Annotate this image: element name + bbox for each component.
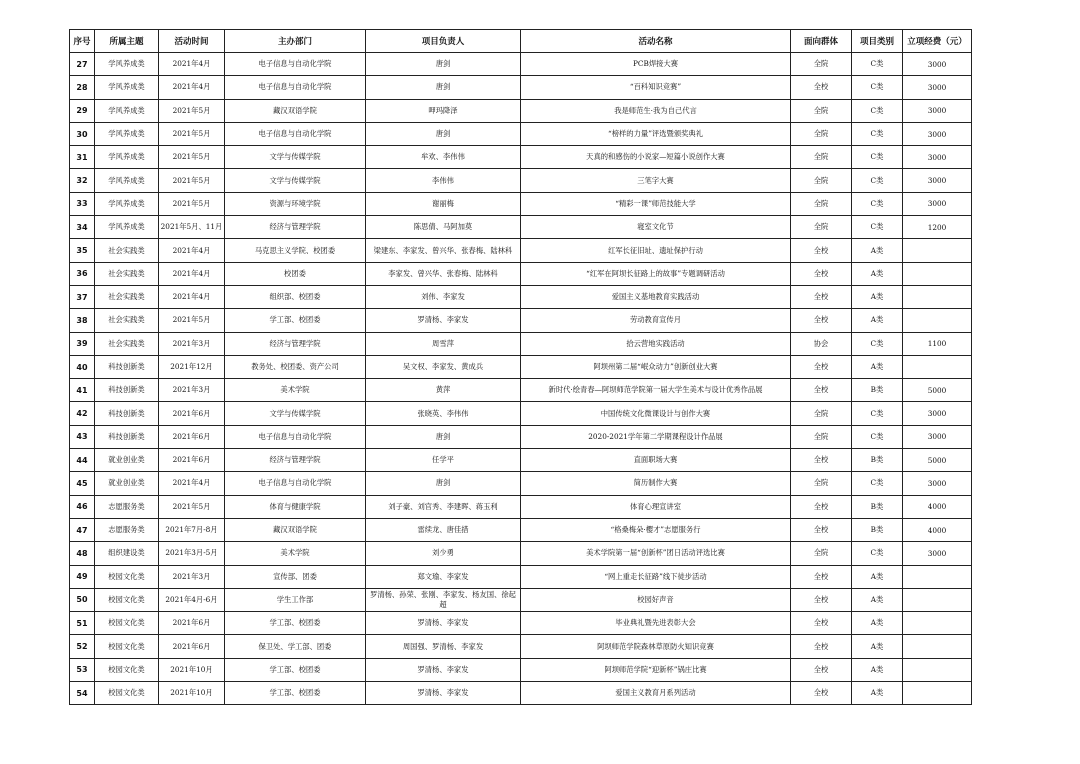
- table-row: [70, 635, 972, 658]
- budget-cell: 4000: [903, 518, 972, 541]
- department-cell: 藏汉双语学院: [225, 518, 366, 541]
- audience-cell: 协会: [791, 332, 852, 355]
- table-row: [70, 332, 972, 355]
- header-cell-budget: 立项经费（元）: [903, 30, 972, 53]
- leader-cell: 刘伟、李家发: [366, 285, 521, 308]
- budget-cell: 4000: [903, 495, 972, 518]
- department-cell: 学工部、校团委: [225, 309, 366, 332]
- activity-cell: 毕业典礼暨先进表彰大会: [521, 612, 791, 635]
- index-cell: 37: [70, 285, 95, 308]
- theme-cell: 校园文化类: [95, 682, 159, 705]
- time-cell: 2021年4月: [159, 472, 225, 495]
- activity-cell: 红军长征旧址、遗址保护行动: [521, 239, 791, 262]
- budget-cell: 3000: [903, 192, 972, 215]
- theme-cell: 学风养成类: [95, 146, 159, 169]
- table-row: [70, 495, 972, 518]
- time-cell: 2021年5月: [159, 192, 225, 215]
- department-cell: 资源与环境学院: [225, 192, 366, 215]
- leader-cell: 李伟伟: [366, 169, 521, 192]
- budget-cell: 1100: [903, 332, 972, 355]
- index-cell: 27: [70, 53, 95, 76]
- department-cell: 马克思主义学院、校团委: [225, 239, 366, 262]
- category-cell: A类: [852, 262, 903, 285]
- index-cell: 50: [70, 588, 95, 611]
- time-cell: 2021年4月: [159, 262, 225, 285]
- audience-cell: 全院: [791, 542, 852, 565]
- theme-cell: 科技创新类: [95, 379, 159, 402]
- header-cell-category: 项目类别: [852, 30, 903, 53]
- table-row: [70, 53, 972, 76]
- budget-cell: 3000: [903, 76, 972, 99]
- time-cell: 2021年3月: [159, 332, 225, 355]
- leader-cell: 任学平: [366, 449, 521, 472]
- theme-cell: 校园文化类: [95, 588, 159, 611]
- theme-cell: 科技创新类: [95, 402, 159, 425]
- index-cell: 54: [70, 682, 95, 705]
- leader-cell: 谢丽梅: [366, 192, 521, 215]
- activity-cell: 中国传统文化微课设计与创作大赛: [521, 402, 791, 425]
- index-cell: 53: [70, 658, 95, 681]
- time-cell: 2021年5月: [159, 495, 225, 518]
- index-cell: 32: [70, 169, 95, 192]
- table-row: [70, 192, 972, 215]
- category-cell: C类: [852, 402, 903, 425]
- audience-cell: 全院: [791, 216, 852, 239]
- table-row: [70, 379, 972, 402]
- audience-cell: 全校: [791, 518, 852, 541]
- theme-cell: 学风养成类: [95, 169, 159, 192]
- activity-cell: 我是师范生·我为自己代言: [521, 99, 791, 122]
- budget-cell: 5000: [903, 449, 972, 472]
- category-cell: C类: [852, 192, 903, 215]
- index-cell: 52: [70, 635, 95, 658]
- category-cell: C类: [852, 122, 903, 145]
- category-cell: B类: [852, 379, 903, 402]
- theme-cell: 学风养成类: [95, 53, 159, 76]
- category-cell: A类: [852, 285, 903, 308]
- index-cell: 35: [70, 239, 95, 262]
- index-cell: 51: [70, 612, 95, 635]
- activity-cell: “格桑梅朵·樱才”志愿服务行: [521, 518, 791, 541]
- department-cell: 保卫处、学工部、团委: [225, 635, 366, 658]
- header-cell-activity: 活动名称: [521, 30, 791, 53]
- activity-cell: 美术学院第一届“创新杯”团日活动评选比赛: [521, 542, 791, 565]
- budget-cell: [903, 635, 972, 658]
- leader-cell: 李家发、曾兴华、张春梅、陆林科: [366, 262, 521, 285]
- leader-cell: 罗清杨、李家发: [366, 612, 521, 635]
- category-cell: C类: [852, 76, 903, 99]
- activity-cell: 阿坝师范学院“迎新杯”锅庄比赛: [521, 658, 791, 681]
- activity-cell: 爱国主义基地教育实践活动: [521, 285, 791, 308]
- theme-cell: 就业创业类: [95, 472, 159, 495]
- department-cell: 宣传部、团委: [225, 565, 366, 588]
- category-cell: A类: [852, 612, 903, 635]
- header-cell-index: 序号: [70, 30, 95, 53]
- leader-cell: 梁建东、李家发、曾兴华、张春梅、陆林科: [366, 239, 521, 262]
- department-cell: 经济与管理学院: [225, 216, 366, 239]
- header-cell-time: 活动时间: [159, 30, 225, 53]
- budget-cell: 3000: [903, 146, 972, 169]
- audience-cell: 全校: [791, 449, 852, 472]
- budget-cell: [903, 588, 972, 611]
- department-cell: 电子信息与自动化学院: [225, 472, 366, 495]
- table-row: [70, 472, 972, 495]
- category-cell: A类: [852, 355, 903, 378]
- index-cell: 38: [70, 309, 95, 332]
- table-row: [70, 588, 972, 611]
- index-cell: 48: [70, 542, 95, 565]
- budget-cell: [903, 309, 972, 332]
- budget-cell: [903, 612, 972, 635]
- department-cell: 体育与健康学院: [225, 495, 366, 518]
- time-cell: 2021年4月-6月: [159, 588, 225, 611]
- leader-cell: 张晓英、李伟伟: [366, 402, 521, 425]
- index-cell: 36: [70, 262, 95, 285]
- index-cell: 31: [70, 146, 95, 169]
- category-cell: C类: [852, 472, 903, 495]
- category-cell: C类: [852, 216, 903, 239]
- budget-cell: [903, 262, 972, 285]
- category-cell: B类: [852, 518, 903, 541]
- category-cell: A类: [852, 588, 903, 611]
- table-row: [70, 355, 972, 378]
- department-cell: 教务处、校团委、资产公司: [225, 355, 366, 378]
- index-cell: 41: [70, 379, 95, 402]
- activity-cell: 新时代·绘青春—阿坝师范学院第一届大学生美术与设计优秀作品展: [521, 379, 791, 402]
- index-cell: 29: [70, 99, 95, 122]
- index-cell: 43: [70, 425, 95, 448]
- budget-cell: [903, 355, 972, 378]
- activity-cell: 简历制作大赛: [521, 472, 791, 495]
- activity-cell: 体育心理宣讲室: [521, 495, 791, 518]
- budget-cell: [903, 658, 972, 681]
- table-row: [70, 216, 972, 239]
- budget-cell: 3000: [903, 122, 972, 145]
- leader-cell: 雷续龙、唐佳措: [366, 518, 521, 541]
- category-cell: A类: [852, 309, 903, 332]
- leader-cell: 牟欢、李伟伟: [366, 146, 521, 169]
- audience-cell: 全院: [791, 472, 852, 495]
- table-row: [70, 122, 972, 145]
- header-cell-theme: 所属主题: [95, 30, 159, 53]
- budget-cell: 3000: [903, 169, 972, 192]
- activity-table: [69, 29, 972, 705]
- time-cell: 2021年5月: [159, 122, 225, 145]
- budget-cell: 3000: [903, 53, 972, 76]
- budget-cell: 1200: [903, 216, 972, 239]
- table-row: [70, 658, 972, 681]
- department-cell: 文学与传媒学院: [225, 402, 366, 425]
- leader-cell: 罗清杨、孙荣、张刚、李家发、杨友国、徐起超: [366, 588, 521, 611]
- audience-cell: 全院: [791, 122, 852, 145]
- category-cell: A类: [852, 239, 903, 262]
- table-row: [70, 682, 972, 705]
- budget-cell: 3000: [903, 542, 972, 565]
- theme-cell: 就业创业类: [95, 449, 159, 472]
- budget-cell: 3000: [903, 472, 972, 495]
- theme-cell: 社会实践类: [95, 309, 159, 332]
- header-cell-leader: 项目负责人: [366, 30, 521, 53]
- category-cell: A类: [852, 658, 903, 681]
- time-cell: 2021年10月: [159, 658, 225, 681]
- index-cell: 44: [70, 449, 95, 472]
- audience-cell: 全校: [791, 309, 852, 332]
- time-cell: 2021年7月-8月: [159, 518, 225, 541]
- time-cell: 2021年6月: [159, 425, 225, 448]
- audience-cell: 全校: [791, 76, 852, 99]
- audience-cell: 全院: [791, 425, 852, 448]
- activity-cell: 2020-2021学年第二学期课程设计作品展: [521, 425, 791, 448]
- leader-cell: 唐剑: [366, 76, 521, 99]
- theme-cell: 科技创新类: [95, 425, 159, 448]
- category-cell: A类: [852, 682, 903, 705]
- audience-cell: 全校: [791, 239, 852, 262]
- activity-cell: 阿坝州第二届“岷众动力”创新创业大赛: [521, 355, 791, 378]
- leader-cell: 呷玛降泽: [366, 99, 521, 122]
- time-cell: 2021年3月: [159, 565, 225, 588]
- time-cell: 2021年4月: [159, 53, 225, 76]
- category-cell: C类: [852, 542, 903, 565]
- activity-cell: “榜样的力量”评选暨颁奖典礼: [521, 122, 791, 145]
- category-cell: C类: [852, 425, 903, 448]
- leader-cell: 唐剑: [366, 122, 521, 145]
- department-cell: 电子信息与自动化学院: [225, 425, 366, 448]
- department-cell: 电子信息与自动化学院: [225, 76, 366, 99]
- time-cell: 2021年12月: [159, 355, 225, 378]
- activity-cell: 劳动教育宣传月: [521, 309, 791, 332]
- theme-cell: 学风养成类: [95, 122, 159, 145]
- theme-cell: 校园文化类: [95, 612, 159, 635]
- theme-cell: 社会实践类: [95, 262, 159, 285]
- time-cell: 2021年5月: [159, 146, 225, 169]
- department-cell: 文学与传媒学院: [225, 169, 366, 192]
- table-row: [70, 402, 972, 425]
- department-cell: 学工部、校团委: [225, 682, 366, 705]
- header-cell-department: 主办部门: [225, 30, 366, 53]
- audience-cell: 全校: [791, 262, 852, 285]
- audience-cell: 全校: [791, 379, 852, 402]
- department-cell: 经济与管理学院: [225, 332, 366, 355]
- category-cell: C类: [852, 146, 903, 169]
- department-cell: 学工部、校团委: [225, 612, 366, 635]
- department-cell: 经济与管理学院: [225, 449, 366, 472]
- audience-cell: 全校: [791, 682, 852, 705]
- table-row: [70, 565, 972, 588]
- audience-cell: 全校: [791, 495, 852, 518]
- audience-cell: 全校: [791, 588, 852, 611]
- audience-cell: 全校: [791, 612, 852, 635]
- time-cell: 2021年5月、11月: [159, 216, 225, 239]
- time-cell: 2021年10月: [159, 682, 225, 705]
- index-cell: 33: [70, 192, 95, 215]
- index-cell: 45: [70, 472, 95, 495]
- department-cell: 美术学院: [225, 542, 366, 565]
- department-cell: 学工部、校团委: [225, 658, 366, 681]
- category-cell: A类: [852, 565, 903, 588]
- category-cell: C类: [852, 169, 903, 192]
- audience-cell: 全校: [791, 635, 852, 658]
- header-row: [70, 30, 972, 53]
- theme-cell: 社会实践类: [95, 332, 159, 355]
- theme-cell: 志愿服务类: [95, 495, 159, 518]
- index-cell: 28: [70, 76, 95, 99]
- activity-cell: “百科知识竞赛”: [521, 76, 791, 99]
- index-cell: 42: [70, 402, 95, 425]
- activity-cell: PCB焊接大赛: [521, 53, 791, 76]
- time-cell: 2021年6月: [159, 402, 225, 425]
- index-cell: 47: [70, 518, 95, 541]
- table-row: [70, 309, 972, 332]
- theme-cell: 校园文化类: [95, 635, 159, 658]
- budget-cell: 5000: [903, 379, 972, 402]
- leader-cell: 黄萍: [366, 379, 521, 402]
- header-cell-audience: 面向群体: [791, 30, 852, 53]
- budget-cell: [903, 565, 972, 588]
- audience-cell: 全院: [791, 53, 852, 76]
- activity-cell: “精彩一课”师范技能大学: [521, 192, 791, 215]
- budget-cell: 3000: [903, 99, 972, 122]
- activity-cell: 拾云营地实践活动: [521, 332, 791, 355]
- department-cell: 组织部、校团委: [225, 285, 366, 308]
- table-row: [70, 262, 972, 285]
- time-cell: 2021年5月: [159, 169, 225, 192]
- activity-cell: 天真的和感伤的小说家—短篇小说创作大赛: [521, 146, 791, 169]
- activity-cell: “网上重走长征路”线下徒步活动: [521, 565, 791, 588]
- time-cell: 2021年4月: [159, 76, 225, 99]
- activity-cell: 直面职场大赛: [521, 449, 791, 472]
- leader-cell: 吴文权、李家发、黄成兵: [366, 355, 521, 378]
- activity-cell: 寝室文化节: [521, 216, 791, 239]
- audience-cell: 全院: [791, 402, 852, 425]
- index-cell: 34: [70, 216, 95, 239]
- activity-cell: “红军在阿坝长征路上的故事”专题调研活动: [521, 262, 791, 285]
- time-cell: 2021年3月: [159, 379, 225, 402]
- budget-cell: 3000: [903, 402, 972, 425]
- theme-cell: 社会实践类: [95, 239, 159, 262]
- index-cell: 49: [70, 565, 95, 588]
- leader-cell: 刘少勇: [366, 542, 521, 565]
- theme-cell: 科技创新类: [95, 355, 159, 378]
- audience-cell: 全校: [791, 658, 852, 681]
- table-row: [70, 169, 972, 192]
- index-cell: 39: [70, 332, 95, 355]
- department-cell: 电子信息与自动化学院: [225, 53, 366, 76]
- table-row: [70, 99, 972, 122]
- time-cell: 2021年6月: [159, 449, 225, 472]
- time-cell: 2021年5月: [159, 309, 225, 332]
- category-cell: C类: [852, 99, 903, 122]
- table-row: [70, 76, 972, 99]
- leader-cell: 罗清杨、李家发: [366, 309, 521, 332]
- department-cell: 美术学院: [225, 379, 366, 402]
- time-cell: 2021年5月: [159, 99, 225, 122]
- activity-cell: 三笔字大赛: [521, 169, 791, 192]
- theme-cell: 学风养成类: [95, 76, 159, 99]
- index-cell: 46: [70, 495, 95, 518]
- table-row: [70, 612, 972, 635]
- department-cell: 学生工作部: [225, 588, 366, 611]
- audience-cell: 全院: [791, 192, 852, 215]
- category-cell: A类: [852, 635, 903, 658]
- leader-cell: 刘子豪、刘官秀、李建晖、蒋玉利: [366, 495, 521, 518]
- budget-cell: 3000: [903, 425, 972, 448]
- time-cell: 2021年3月-5月: [159, 542, 225, 565]
- budget-cell: [903, 285, 972, 308]
- table-row: [70, 542, 972, 565]
- category-cell: B类: [852, 449, 903, 472]
- category-cell: C类: [852, 332, 903, 355]
- theme-cell: 学风养成类: [95, 216, 159, 239]
- time-cell: 2021年4月: [159, 239, 225, 262]
- table-row: [70, 146, 972, 169]
- time-cell: 2021年6月: [159, 635, 225, 658]
- leader-cell: 陈思倩、马阿加莫: [366, 216, 521, 239]
- department-cell: 校团委: [225, 262, 366, 285]
- theme-cell: 组织建设类: [95, 542, 159, 565]
- budget-cell: [903, 239, 972, 262]
- activity-cell: 爱国主义教育月系列活动: [521, 682, 791, 705]
- time-cell: 2021年6月: [159, 612, 225, 635]
- leader-cell: 周雪萍: [366, 332, 521, 355]
- theme-cell: 学风养成类: [95, 99, 159, 122]
- budget-cell: [903, 682, 972, 705]
- theme-cell: 学风养成类: [95, 192, 159, 215]
- index-cell: 40: [70, 355, 95, 378]
- audience-cell: 全校: [791, 285, 852, 308]
- department-cell: 电子信息与自动化学院: [225, 122, 366, 145]
- activity-cell: 阿坝师范学院森林草原防火知识竞赛: [521, 635, 791, 658]
- category-cell: B类: [852, 495, 903, 518]
- table-body: [70, 53, 972, 705]
- leader-cell: 罗清杨、李家发: [366, 658, 521, 681]
- table-row: [70, 518, 972, 541]
- leader-cell: 罗清杨、李家发: [366, 682, 521, 705]
- table-row: [70, 425, 972, 448]
- audience-cell: 全院: [791, 146, 852, 169]
- leader-cell: 唐剑: [366, 425, 521, 448]
- table-row: [70, 239, 972, 262]
- table-row: [70, 449, 972, 472]
- theme-cell: 志愿服务类: [95, 518, 159, 541]
- audience-cell: 全校: [791, 565, 852, 588]
- theme-cell: 校园文化类: [95, 565, 159, 588]
- table-row: [70, 285, 972, 308]
- leader-cell: 周国强、罗清杨、李家发: [366, 635, 521, 658]
- activity-cell: 校园好声音: [521, 588, 791, 611]
- department-cell: 藏汉双语学院: [225, 99, 366, 122]
- leader-cell: 唐剑: [366, 53, 521, 76]
- audience-cell: 全院: [791, 99, 852, 122]
- leader-cell: 唐剑: [366, 472, 521, 495]
- audience-cell: 全院: [791, 169, 852, 192]
- audience-cell: 全校: [791, 355, 852, 378]
- time-cell: 2021年4月: [159, 285, 225, 308]
- index-cell: 30: [70, 122, 95, 145]
- theme-cell: 社会实践类: [95, 285, 159, 308]
- leader-cell: 郑文瑜、李家发: [366, 565, 521, 588]
- department-cell: 文学与传媒学院: [225, 146, 366, 169]
- category-cell: C类: [852, 53, 903, 76]
- theme-cell: 校园文化类: [95, 658, 159, 681]
